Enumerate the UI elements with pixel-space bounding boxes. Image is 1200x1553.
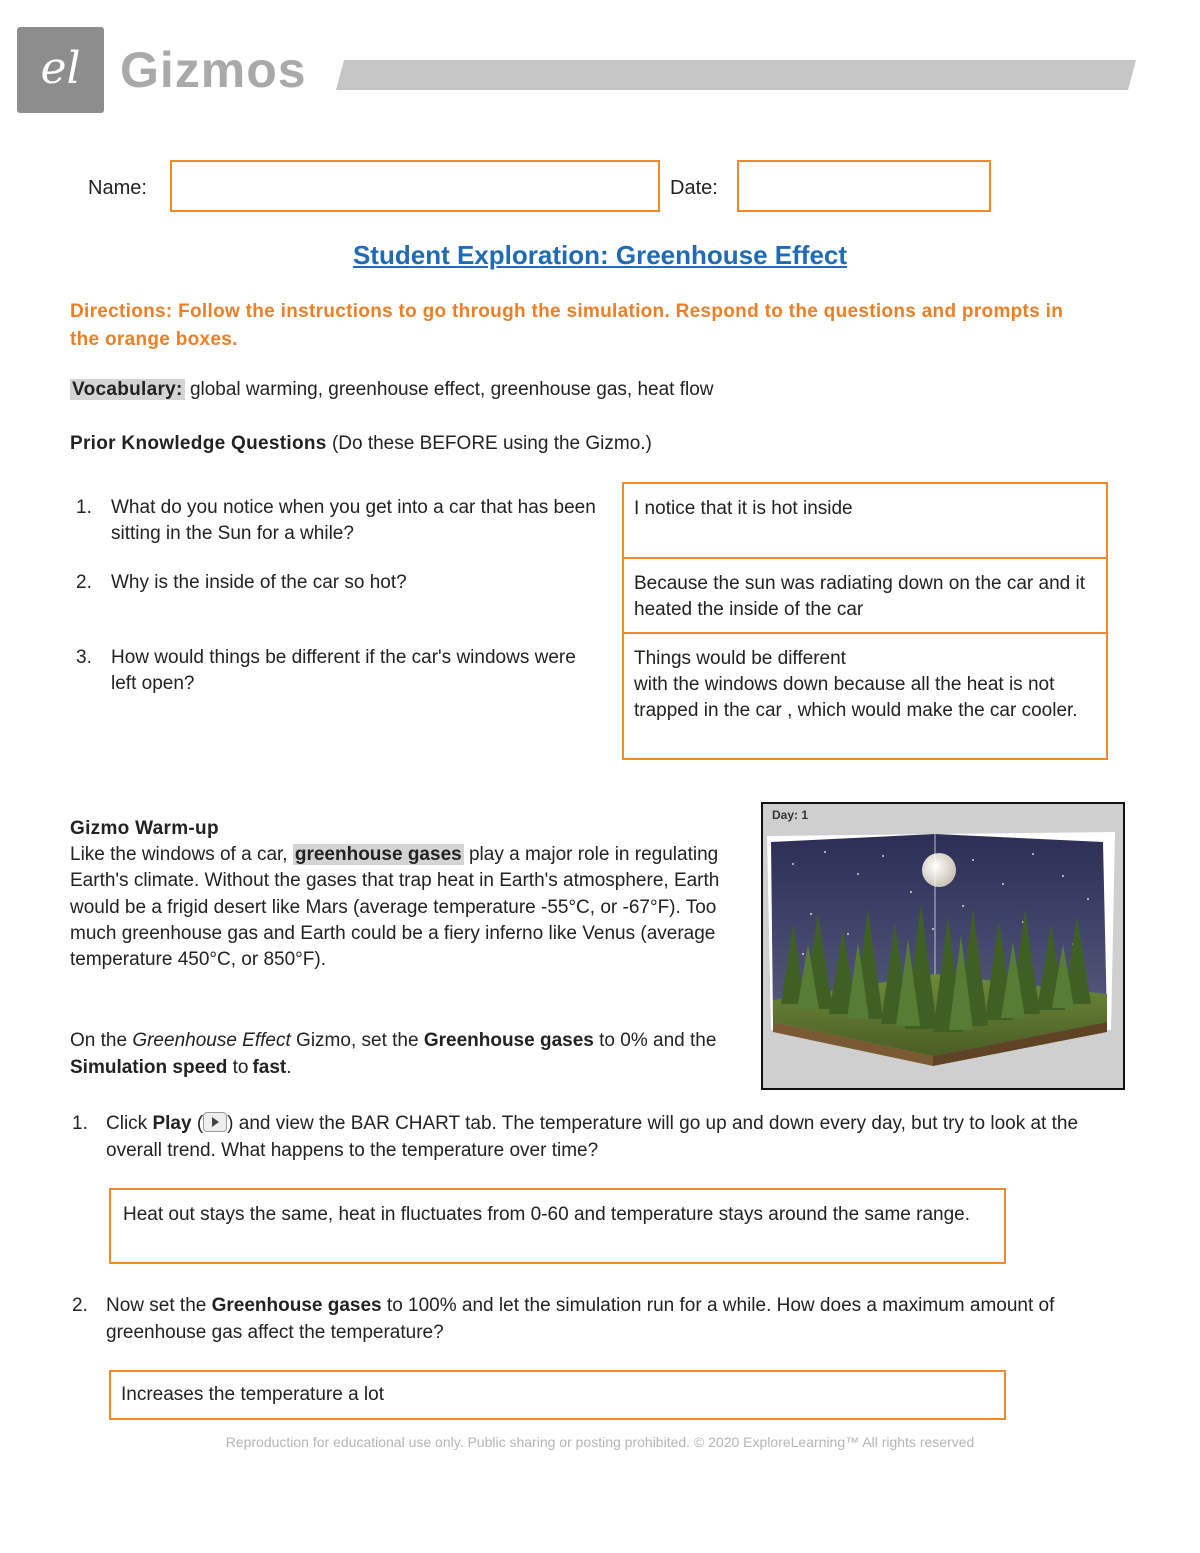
gizmos-logo xyxy=(17,27,104,113)
name-field[interactable] xyxy=(170,160,660,212)
q2-text: to 100% and let the simulation run for a while. How does a maximum amount of greenhouse gas affect the temperature? xyxy=(106,1295,1055,1343)
q1-text: Click xyxy=(106,1113,148,1134)
play-icon xyxy=(203,1112,227,1132)
instr-text: On the xyxy=(70,1030,128,1051)
warmup-text-rest: play a major role in regulating Earth's climate. Without the gases that trap heat in Earth's atmosphere, Earth would be a frigid desert like Mars (average temperature -55°C, or -67°F). Too much greenhouse gas and Earth could be a fiery inferno like Venus (average temperature 450°C, or 850°F). xyxy=(70,844,720,971)
prior-question-text: Why is the inside of the car so hot? xyxy=(111,572,407,593)
logo-mark: el xyxy=(40,43,81,94)
answer-3-line-1: Things would be different xyxy=(634,648,846,669)
fast-setting: fast xyxy=(252,1057,287,1078)
instr-text: to 0% and the xyxy=(599,1030,717,1051)
prior-knowledge-heading xyxy=(70,431,652,457)
q1-text: ) and view the BAR CHART tab. The temperature will go up and down every day, but try to look at the overall trend. What happens to the temperature over time? xyxy=(106,1113,1079,1161)
warmup-paragraph xyxy=(70,842,730,973)
greenhouse-gases-term: greenhouse gases xyxy=(294,844,462,865)
prior-knowledge-title: Prior Knowledge Questions xyxy=(70,433,327,454)
vocabulary-line xyxy=(70,377,714,403)
prior-question-number: 1. xyxy=(76,497,92,518)
q2-text: Now set the xyxy=(106,1295,207,1316)
warmup-instructions xyxy=(70,1027,730,1081)
question-1-text xyxy=(106,1110,1116,1164)
prior-question-text: What do you notice when you get into a car that has been sitting in the Sun for a while? xyxy=(111,497,596,544)
header-decorative-bar xyxy=(336,60,1136,90)
vocabulary-terms: global warming, greenhouse effect, greenhouse gas, heat flow xyxy=(189,379,714,400)
vocabulary-label: Vocabulary: xyxy=(72,379,183,400)
instr-text: . xyxy=(286,1057,292,1078)
prior-question-number: 2. xyxy=(76,572,92,593)
question-number: 1. xyxy=(72,1113,88,1134)
warmup-text-start: Like the windows of a car, xyxy=(70,844,288,865)
answer-box-q1[interactable]: Heat out stays the same, heat in fluctuates from 0-60 and temperature stays around the same range. xyxy=(109,1188,1006,1264)
question-number: 2. xyxy=(72,1295,88,1316)
prior-knowledge-note: (Do these BEFORE using the Gizmo.) xyxy=(331,433,652,454)
answer-box-q2[interactable]: Increases the temperature a lot xyxy=(109,1370,1006,1420)
answer-box-2[interactable]: Because the sun was radiating down on the car and it heated the inside of the car xyxy=(624,557,1106,633)
greenhouse-gases-setting: Greenhouse gases xyxy=(211,1295,382,1316)
simulation-speed-setting: Simulation speed xyxy=(70,1057,228,1078)
answer-box-1[interactable]: I notice that it is hot inside xyxy=(634,498,853,519)
day-counter-label: Day: 1 xyxy=(772,808,809,822)
play-label: Play xyxy=(152,1113,192,1134)
q1-text: ( xyxy=(196,1113,204,1134)
instr-text: to xyxy=(232,1057,249,1078)
brand-name: Gizmos xyxy=(120,42,307,98)
date-field[interactable] xyxy=(737,160,991,212)
answer-box-3[interactable] xyxy=(624,632,1106,760)
prior-answers-table xyxy=(622,482,1108,760)
warmup-heading: Gizmo Warm-up xyxy=(70,818,219,839)
footer-copyright: Reproduction for educational use only. Public sharing or posting prohibited. © 2020 ExploreLearning™ All rights reserved xyxy=(225,1434,975,1450)
greenhouse-gases-setting: Greenhouse gases xyxy=(423,1030,594,1051)
answer-3-line-2: with the windows down because all the heat is not trapped in the car , which would make the car cooler. xyxy=(634,674,1078,721)
directions-text: Directions: Follow the instructions to go through the simulation. Respond to the questions and prompts in the orange boxes. xyxy=(70,301,1064,350)
date-label: Date: xyxy=(670,177,718,199)
prior-question-text: How would things be different if the car's windows were left open? xyxy=(111,647,576,694)
page-title: Student Exploration: Greenhouse Effect xyxy=(352,240,848,270)
simulation-image xyxy=(761,802,1125,1090)
question-2-text xyxy=(106,1292,1106,1346)
instr-text: Gizmo, set the xyxy=(296,1030,419,1051)
name-label: Name: xyxy=(88,177,147,199)
gizmo-name: Greenhouse Effect xyxy=(132,1030,291,1051)
greenhouse-box-illustration xyxy=(763,804,1123,1088)
prior-question-number: 3. xyxy=(76,647,92,668)
